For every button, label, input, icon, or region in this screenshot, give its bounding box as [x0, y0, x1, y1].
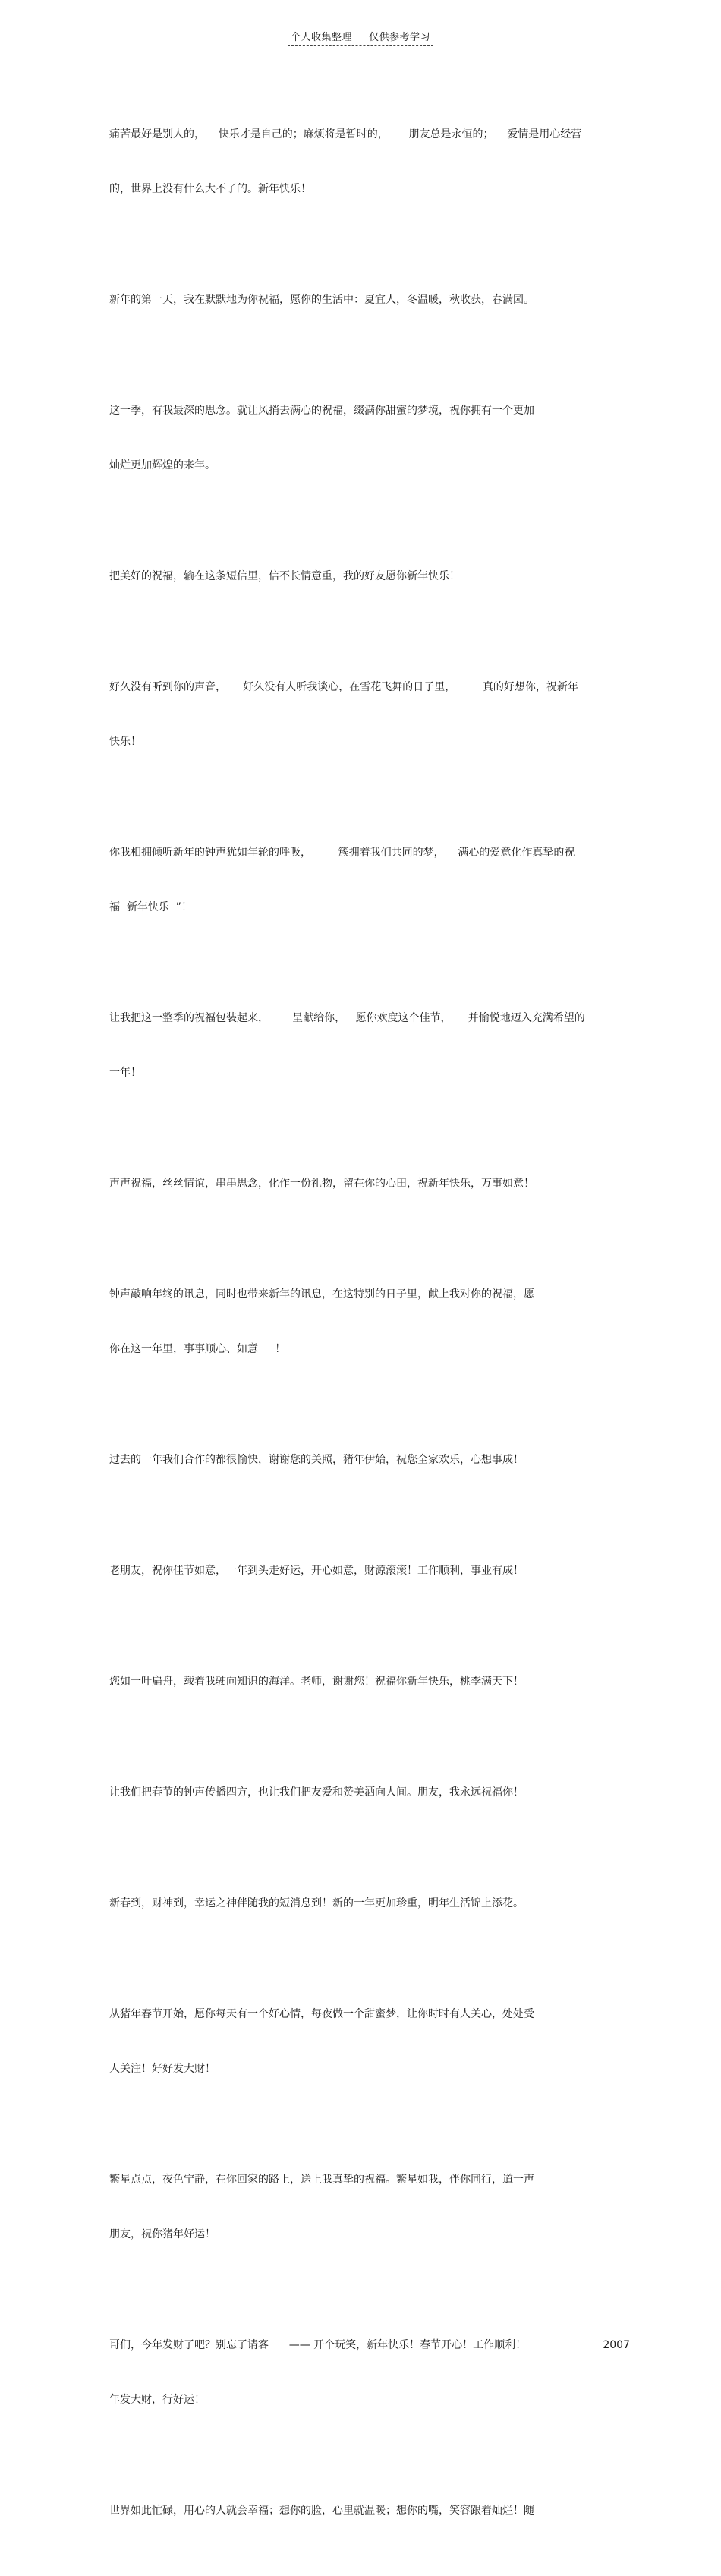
- paragraph-line: 人关注！好好发大财！: [109, 2063, 216, 2075]
- paragraph: [109, 1414, 625, 1506]
- paragraph: [109, 365, 625, 511]
- paragraph: [109, 1138, 625, 1229]
- paragraph-line: 的，世界上没有什么大不了的。新年快乐！: [109, 183, 311, 195]
- paragraph-line: 声声祝福，丝丝情谊，串串思念，化作一份礼物，留在你的心田，祝新年快乐，万事如意！: [109, 1178, 534, 1190]
- header-left-text: 个人收集整理: [290, 32, 352, 43]
- paragraph-line: 让我们把春节的钟声传播四方，也让我们把友爱和赞美洒向人间。朋友，我永远祝福你！: [109, 1786, 524, 1799]
- paragraph-line: 福 新年快乐 ”！: [109, 901, 193, 913]
- paragraph-line: 新年的第一天，我在默默地为你祝福，愿你的生活中：夏宜人，冬温暖，秋收获，春满园。: [109, 294, 534, 306]
- paragraph-line: 让我把这一整季的祝福包装起来， 呈献给你， 愿你欢度这个佳节， 并愉悦地迈入充满希望的: [109, 1012, 585, 1024]
- paragraph: [109, 1525, 625, 1616]
- paragraph-line: 灿烂更加辉煌的来年。: [109, 459, 216, 471]
- paragraph: [109, 1969, 625, 2114]
- paragraph-line: 这一季，有我最深的思念。就让风捎去满心的祝福，缀满你甜蜜的梦境，祝你拥有一个更加: [109, 405, 534, 417]
- paragraph-line: 好久没有听到你的声音， 好久没有人听我谈心，在雪花飞舞的日子里， 真的好想你，祝新年: [109, 681, 578, 693]
- paragraph: [109, 89, 625, 235]
- paragraph: [109, 531, 625, 622]
- paragraph-line: 世界如此忙碌，用心的人就会幸福；想你的脸，心里就温暖；想你的嘴，笑容跟着灿烂！随: [109, 2505, 534, 2517]
- paragraph: [109, 2465, 625, 2556]
- paragraph-line: 朋友，祝你猪年好运！: [109, 2228, 216, 2240]
- paragraph: [109, 254, 625, 345]
- paragraph: [109, 2300, 630, 2445]
- paragraph: [109, 1249, 625, 1395]
- paragraph: [109, 642, 625, 787]
- paragraph-line: 你我相拥倾听新年的钟声犹如年轮的呼吸， 簇拥着我们共同的梦， 满心的爱意化作真挚的祝: [109, 847, 575, 859]
- document-body: [109, 89, 630, 2576]
- paragraph-line: 你在这一年里，事事顺心、如意 ！: [109, 1343, 286, 1355]
- paragraph-line: 老朋友，祝你佳节如意，一年到头走好运，开心如意，财源滚滚！工作顺利，事业有成！: [109, 1565, 524, 1577]
- paragraph: [109, 973, 625, 1118]
- header-banner: [288, 29, 433, 46]
- page-header: [0, 29, 721, 46]
- paragraph-line: 过去的一年我们合作的都很愉快，谢谢您的关照，猪年伊始，祝您全家欢乐，心想事成！: [109, 1454, 524, 1466]
- paragraph-line: 痛苦最好是别人的， 快乐才是自己的；麻烦将是暂时的， 朋友总是永恒的； 爱情是用心经营: [109, 128, 582, 140]
- paragraph-line: 钟声敲响年终的讯息，同时也带来新年的讯息，在这特别的日子里，献上我对你的祝福，愿: [109, 1288, 534, 1301]
- paragraph-line: 从猪年春节开始，愿你每天有一个好心情，每夜做一个甜蜜梦，让你时时有人关心，处处受: [109, 2008, 534, 2020]
- paragraph-line: [109, 2336, 630, 2354]
- paragraph-line: 年发大财，行好运！: [109, 2394, 205, 2406]
- paragraph-line: 一年！: [109, 1067, 141, 1079]
- paragraph-line: 繁星点点，夜色宁静，在你回家的路上，送上我真挚的祝福。繁星如我，伴你同行，道一声: [109, 2174, 534, 2186]
- paragraph: [109, 1636, 625, 1727]
- paragraph-line-text: 哥们，今年发财了吧？别忘了请客 —— 开个玩笑，新年快乐！春节开心！工作顺利！: [109, 2339, 527, 2351]
- paragraph-line: 新春到，财神到，幸运之神伴随我的短消息到！新的一年更加珍重，明年生活锦上添花。: [109, 1897, 524, 1909]
- paragraph-line: 把美好的祝福，输在这条短信里，信不长情意重，我的好友愿你新年快乐！: [109, 570, 460, 582]
- paragraph: [109, 1747, 625, 1838]
- header-right-text: 仅供参考学习: [369, 32, 431, 43]
- paragraph-line: 快乐！: [109, 736, 141, 748]
- paragraph: [109, 1858, 625, 1949]
- year-number: 2007: [603, 2339, 630, 2351]
- paragraph: [109, 807, 625, 953]
- paragraph-line: 您如一叶扁舟，载着我驶向知识的海洋。老师，谢谢您！祝福你新年快乐，桃李满天下！: [109, 1676, 524, 1688]
- paragraph: [109, 2134, 625, 2280]
